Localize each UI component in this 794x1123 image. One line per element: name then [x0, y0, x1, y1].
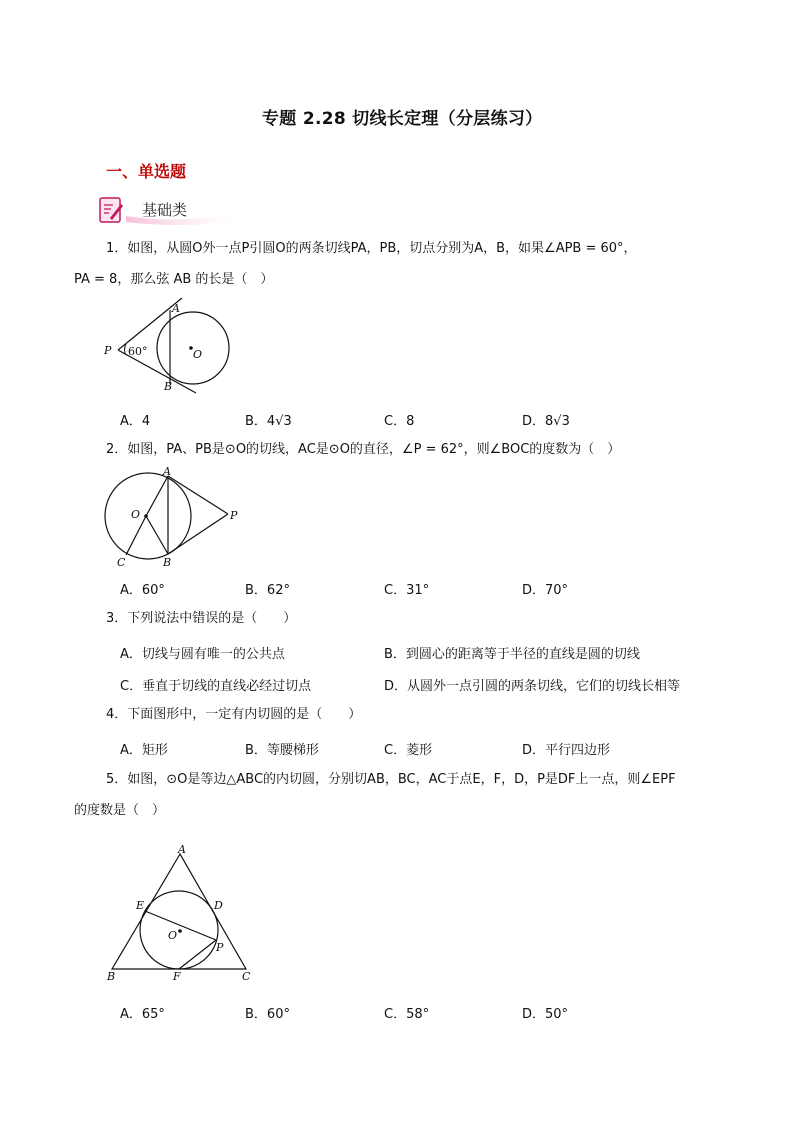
label-d: D [214, 899, 223, 912]
label-b: B [163, 556, 172, 569]
radius-oa [146, 476, 168, 516]
label-p: P [104, 344, 112, 357]
label-c: C [117, 556, 126, 569]
label-o: O [131, 508, 141, 521]
q4-option-a[interactable]: A．矩形 [120, 743, 168, 758]
question-1-figure [96, 298, 246, 398]
q3-option-c[interactable]: C．垂直于切线的直线必经过切点 [120, 679, 312, 694]
q1-option-b[interactable]: B．4√3 [245, 414, 292, 429]
section-heading: 一、单选题 [106, 162, 187, 181]
q5-option-d[interactable]: D．50° [522, 1007, 569, 1022]
q3-option-d[interactable]: D．从圆外一点引圆的两条切线，它们的切线长相等 [384, 679, 681, 694]
question-1-text-cont: PA = 8，那么弦 AB 的长是（ ） [74, 272, 274, 287]
label-p: P [216, 941, 224, 954]
q5-option-c[interactable]: C．58° [384, 1007, 430, 1022]
label-f: F [173, 970, 181, 983]
level-label: 基础类 [142, 201, 188, 219]
label-a: A [163, 465, 171, 478]
label-o: O [193, 348, 203, 361]
q4-option-b[interactable]: B．等腰梯形 [245, 743, 319, 758]
q4-option-c[interactable]: C．菱形 [384, 743, 433, 758]
q5-option-a[interactable]: A．65° [120, 1007, 165, 1022]
label-b: B [107, 970, 116, 983]
level-banner [96, 194, 231, 226]
q5-option-b[interactable]: B．60° [245, 1007, 290, 1022]
label-angle: 60° [128, 345, 148, 358]
triangle-abc [112, 854, 246, 969]
circle-o [105, 473, 191, 559]
question-5-text: 5．如图，⊙O是等边△ABC的内切圆，分别切AB，BC，AC于点E，F，D，P是DF上一点，则∠EPF [106, 772, 676, 787]
q2-option-c[interactable]: C．31° [384, 583, 430, 598]
center-dot [144, 514, 148, 518]
label-o: O [168, 929, 178, 942]
tangent-pb [168, 514, 228, 554]
q1-option-a[interactable]: A．4 [120, 414, 151, 429]
radius-oc [126, 516, 146, 555]
label-e: E [136, 899, 145, 912]
page-title: 专题 2.28 切线长定理（分层练习） [262, 109, 543, 129]
radius-ob [146, 516, 168, 554]
label-p: P [230, 509, 238, 522]
label-b: B [164, 380, 173, 393]
center-dot [178, 929, 182, 933]
q2-option-a[interactable]: A．60° [120, 583, 165, 598]
question-1-text: 1．如图，从圆O外一点P引圆O的两条切线PA，PB，切点分别为A，B，如果∠APB = 60°， [106, 241, 637, 256]
question-5-text-cont: 的度数是（ ） [74, 803, 166, 818]
question-5-figure [104, 840, 264, 985]
q3-option-a[interactable]: A．切线与圆有唯一的公共点 [120, 647, 285, 662]
label-a: A [172, 302, 180, 315]
question-2-text: 2．如图，PA、PB是⊙O的切线，AC是⊙O的直径，∠P = 62°，则∠BOC的度数为（ ） [106, 442, 621, 457]
q4-option-d[interactable]: D．平行四边形 [522, 743, 611, 758]
q2-option-b[interactable]: B．62° [245, 583, 290, 598]
question-3-text: 3．下列说法中错误的是（ ） [106, 611, 297, 626]
edit-note-icon [98, 196, 124, 224]
question-2-figure [96, 465, 246, 569]
tangent-pa [168, 476, 228, 514]
q1-option-d[interactable]: D．8√3 [522, 414, 570, 429]
q3-option-b[interactable]: B．到圆心的距离等于半径的直线是圆的切线 [384, 647, 640, 662]
label-c: C [242, 970, 251, 983]
segment-ep [145, 911, 216, 940]
q2-option-d[interactable]: D．70° [522, 583, 569, 598]
question-4-text: 4．下面图形中，一定有内切圆的是（ ） [106, 707, 362, 722]
q1-option-c[interactable]: C．8 [384, 414, 415, 429]
label-a: A [178, 843, 186, 856]
